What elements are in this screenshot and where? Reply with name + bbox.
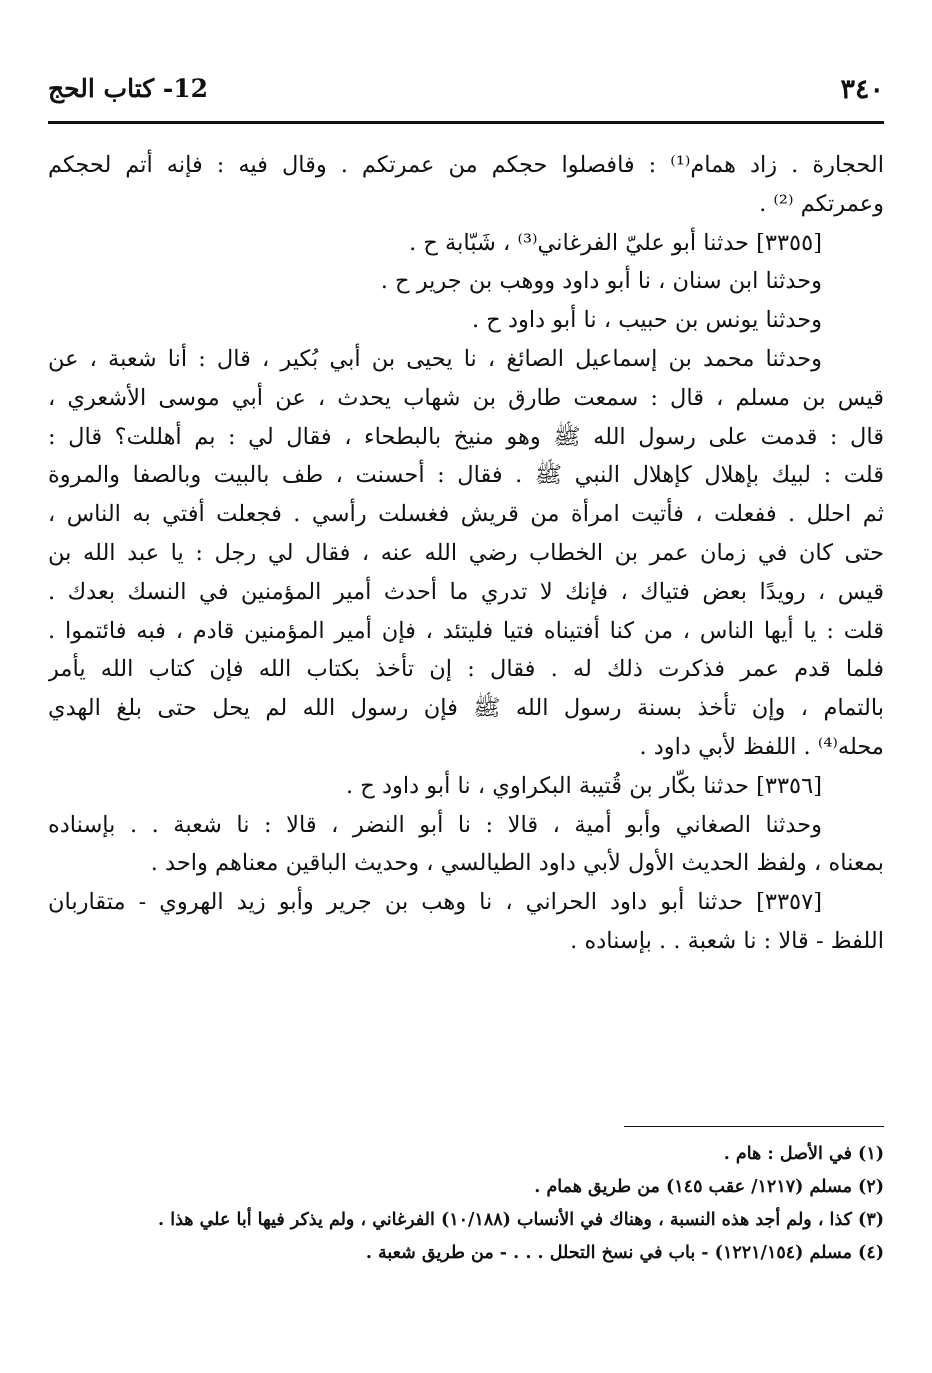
text-line: وحدثنا ابن سنان ، نا أبو داود ووهب بن جرير ح . xyxy=(380,268,822,295)
footnote-4: (٤) مسلم (١٢٢١/١٥٤) - باب في نسخ التحلل . . . - من طريق شعبة . xyxy=(365,1243,884,1263)
text-line: بالتمام ، وإن تأخذ بسنة رسول الله ﷺ فإن رسول الله لم يحل حتى بلغ الهدي xyxy=(48,695,884,722)
text-line: قيس بن مسلم ، قال : سمعت طارق بن شهاب يحدث ، عن أبي موسى الأشعري ، xyxy=(48,384,884,411)
text-line: فلما قدم عمر فذكرت ذلك له . فقال : إن تأخذ بكتاب الله فإن كتاب الله يأمر xyxy=(48,656,884,683)
main-text xyxy=(48,146,884,961)
text-line: قلت : يا أيها الناس ، من كنا أفتيناه فتيا فليتئد ، فإن أمير المؤمنين قادم ، فبه فائتموا . xyxy=(48,617,884,644)
text-line: حتى كان في زمان عمر بن الخطاب رضي الله عنه ، فقال لي رجل : يا عبد الله بن xyxy=(48,539,884,566)
footnote-1: (١) في الأصل : هام . xyxy=(723,1144,884,1164)
header-rule xyxy=(48,121,884,124)
text-line: بمعناه ، ولفظ الحديث الأول لأبي داود الطيالسي ، وحديث الباقين معناهم واحد . xyxy=(150,850,884,877)
hadith-heading-3357: [٣٣٥٧] حدثنا أبو داود الحراني ، نا وهب بن جرير وأبو زيد الهروي - متقاربان xyxy=(48,889,822,916)
footnotes xyxy=(48,1138,884,1270)
text-line: محله⁽⁴⁾ . اللفظ لأبي داود . xyxy=(639,733,884,760)
text-line: قال : قدمت على رسول الله ﷺ وهو منيخ بالبطحاء ، فقال لي : بم أهللت؟ قال : xyxy=(48,423,884,450)
text-line: ثم احلل . ففعلت ، فأتيت امرأة من قريش فغسلت رأسي . فجعلت أفتي به الناس ، xyxy=(48,501,884,528)
text-line: اللفظ - قالا : نا شعبة . . بإسناده . xyxy=(570,927,884,954)
text-line: قلت : لبيك بإهلال كإهلال النبي ﷺ . فقال : أحسنت ، طف بالبيت وبالصفا والمروة xyxy=(48,462,884,489)
footnote-separator xyxy=(624,1126,884,1127)
hadith-heading-3355: [٣٣٥٥] حدثنا أبو عليّ الفرغاني⁽³⁾ ، شَبّابة ح . xyxy=(409,229,822,256)
text-line: وحدثنا الصغاني وأبو أمية ، قالا : نا أبو النضر ، قالا : نا شعبة . . بإسناده xyxy=(48,811,822,838)
text-line: الحجارة . زاد همام⁽¹⁾ : فافصلوا حجكم من عمرتكم . وقال فيه : فإنه أتم لحجكم xyxy=(48,152,884,178)
book-title: 12- كتاب الحج xyxy=(48,74,209,103)
page-number: ٣٤٠ xyxy=(840,74,884,105)
text-line: وعمرتكم ⁽²⁾ . xyxy=(759,190,884,217)
footnote-2: (٢) مسلم (١٢١٧/ عقب ١٤٥) من طريق همام . xyxy=(534,1177,884,1197)
page-header xyxy=(48,72,884,112)
footnote-3: (٣) كذا ، ولم أجد هذه النسبة ، وهناك في الأنساب (١٠/١٨٨) الفرغاني ، ولم يذكر فيها أبا علي هذا . xyxy=(158,1210,884,1230)
text-line: وحدثنا يونس بن حبيب ، نا أبو داود ح . xyxy=(471,307,822,334)
hadith-heading-3356: [٣٣٥٦] حدثنا بكّار بن قُتيبة البكراوي ، نا أبو داود ح . xyxy=(345,772,822,799)
text-line: قيس ، رويدًا بعض فتياك ، فإنك لا تدري ما أحدث أمير المؤمنين في النسك بعدك . xyxy=(48,578,884,605)
text-line: وحدثنا محمد بن إسماعيل الصائغ ، نا يحيى بن أبي بُكير ، قال : أنا شعبة ، عن xyxy=(48,345,822,372)
